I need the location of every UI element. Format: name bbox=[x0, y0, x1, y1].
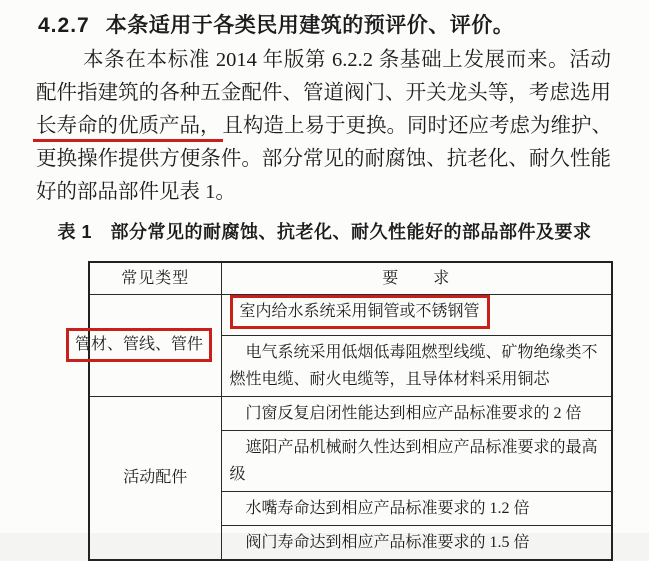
column-header-requirement: 要 求 bbox=[221, 262, 612, 294]
paragraph-line: 配件指建筑的各种五金配件、管道阀门、开关龙头等，考虑选用 bbox=[36, 82, 611, 104]
type-cell-pipes bbox=[75, 294, 221, 396]
requirement-cell: 遮阳产品机械耐久性达到相应产品标准要求的最高级 bbox=[221, 430, 612, 491]
paragraph-line: 本条在本标准 2014 年版第 6.2.2 条基础上发展而来。活动 bbox=[83, 49, 611, 71]
table-header-row bbox=[89, 262, 612, 294]
parts-requirements-table bbox=[75, 261, 613, 561]
body-paragraph bbox=[36, 44, 611, 209]
red-underline-annotation: 长寿命的优质产品， bbox=[33, 115, 223, 142]
requirement-cell: 阀门寿命达到相应产品标准要求的 1.5 倍 bbox=[221, 525, 612, 560]
requirement-cell: 水嘴寿命达到相应产品标准要求的 1.2 倍 bbox=[221, 491, 612, 525]
requirement-cell: 电气系统采用低烟低毒阻燃型线缆、矿物绝缘类不燃性电缆、耐火电缆等，且导体材料采用铜芯 bbox=[221, 335, 612, 396]
requirement-cell: 门窗反复启闭性能达到相应产品标准要求的 2 倍 bbox=[221, 396, 612, 430]
table-row bbox=[89, 294, 612, 335]
red-box-annotation: 室内给水系统采用铜管或不锈钢管 bbox=[230, 295, 490, 329]
clause-title: 本条适用于各类民用建筑的预评价、评价。 bbox=[105, 14, 515, 37]
paragraph-line: 好的部品部件见表 1。 bbox=[36, 181, 236, 203]
table-caption: 表 1 部分常见的耐腐蚀、抗老化、耐久性能好的部品部件及要求 bbox=[57, 222, 592, 242]
requirement-cell bbox=[221, 294, 612, 335]
paragraph-line bbox=[36, 110, 611, 143]
type-cell-movable-fittings: 活动配件 bbox=[89, 396, 221, 560]
column-header-type: 常见类型 bbox=[89, 262, 221, 294]
clause-heading bbox=[0, 0, 649, 41]
paragraph-line: 更换操作提供方便条件。部分常见的耐腐蚀、抗老化、耐久性能 bbox=[36, 148, 611, 170]
red-box-annotation: 管材、管线、管件 bbox=[66, 328, 212, 362]
paragraph-line-rest: 且构造上易于更换。同时还应考虑为维护、 bbox=[222, 115, 612, 137]
clause-number: 4.2.7 bbox=[38, 14, 90, 37]
table-row bbox=[89, 396, 612, 430]
